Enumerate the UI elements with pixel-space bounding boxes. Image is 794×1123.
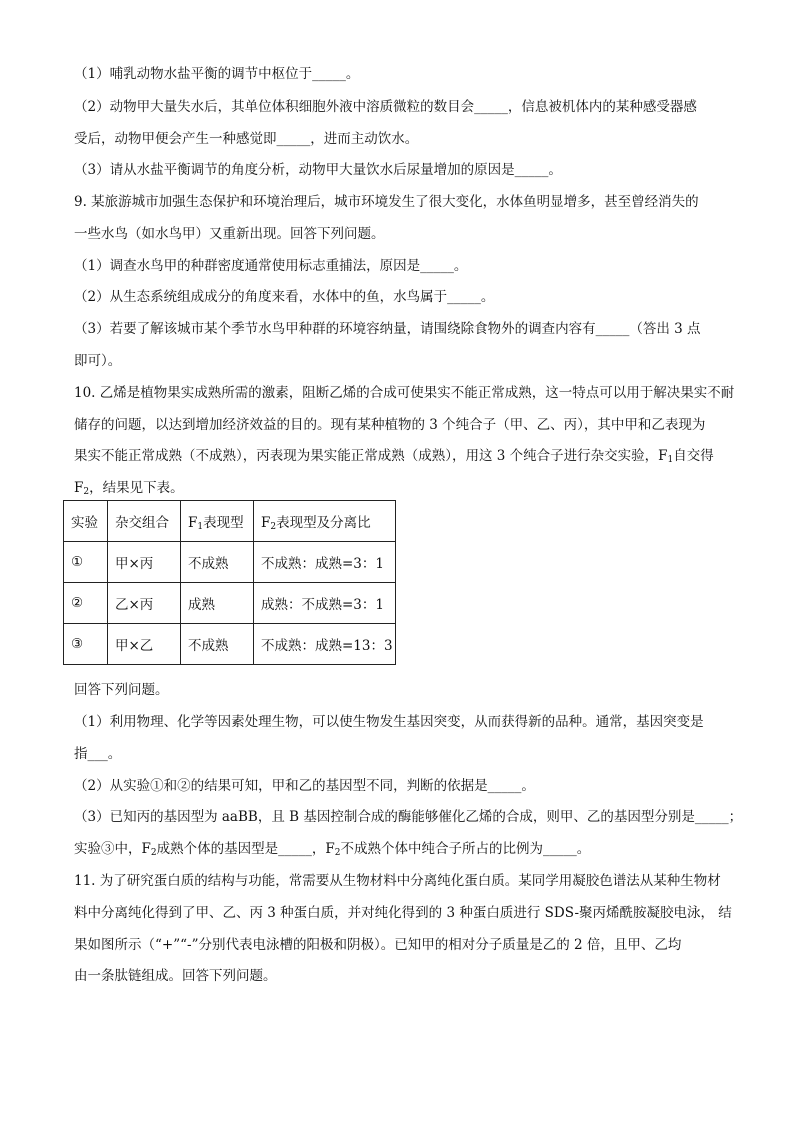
q11-line2: 料中分离纯化得到了甲、乙、丙 3 种蛋白质，并对纯化得到的 3 种蛋白质进行 SDS-聚丙烯酰胺凝胶电泳， 结	[74, 905, 732, 921]
cell-f2: 不成熟：成熟=3：1	[254, 542, 396, 583]
cell-f2: 成熟：不成熟=3：1	[254, 583, 396, 624]
cell-f1: 不成熟	[181, 624, 254, 665]
cell-exp: ③	[64, 624, 108, 665]
q10-stem-line4: $F_2$，结果见下表。	[74, 480, 184, 497]
q10-part1-line1: （1）利用物理、化学等因素处理生物，可以使生物发生基因突变，从而获得新的品种。通常，基因突变是	[74, 714, 704, 730]
q9-part2: （2）从生态系统组成成分的角度来看，水体中的鱼，水鸟属于_____。	[74, 289, 495, 305]
q11-line4: 由一条肽链组成。回答下列问题。	[74, 968, 277, 984]
cell-f1: 不成熟	[181, 542, 254, 583]
cell-cross: 甲×丙	[108, 542, 181, 583]
q10-part1-line2: 指___。	[74, 746, 122, 762]
q8-part3: （3）请从水盐平衡调节的角度分析，动物甲大量饮水后尿量增加的原因是_____。	[74, 162, 562, 178]
q11-line3: 果如图所示（“+”“-”分别代表电泳槽的阳极和阴极）。已知甲的相对分子质量是乙的 2 倍，且甲、乙均	[74, 937, 682, 953]
cell-cross: 甲×乙	[108, 624, 181, 665]
q10-part3-line1: （3）已知丙的基因型为 aaBB，且 B 基因控制合成的酶能够催化乙烯的合成，则甲、乙的基因型分别是_____；	[74, 809, 743, 825]
q9-part3-line1: （3）若要了解该城市某个季节水鸟甲种群的环境容纳量，请围绕除食物外的调查内容有_____（答出 3 点	[74, 321, 701, 337]
header-exp: 实验	[64, 501, 108, 542]
q8-part2-line2: 受后，动物甲便会产生一种感觉即_____，进而主动饮水。	[74, 131, 419, 147]
cell-exp: ②	[64, 583, 108, 624]
header-cross: 杂交组合	[108, 501, 181, 542]
q10-stem-line3: 果实不能正常成熟（不成熟），丙表现为果实能正常成熟（成熟），用这 3 个纯合子进行杂交实验，$F_1$自交得	[74, 448, 714, 465]
header-f2: $F_2$表现型及分离比	[254, 501, 396, 542]
q9-part1: （1）调查水鸟甲的种群密度通常使用标志重捕法，原因是_____。	[74, 258, 468, 274]
cell-f2: 不成熟：成熟=13：3	[254, 624, 396, 665]
cell-cross: 乙×丙	[108, 583, 181, 624]
q11-line1: 11. 为了研究蛋白质的结构与功能，常需要从生物材料中分离纯化蛋白质。某同学用凝胶色谱法从某种生物材	[74, 873, 721, 889]
results-table	[63, 500, 396, 665]
cell-f1: 成熟	[181, 583, 254, 624]
q10-stem-line1: 10. 乙烯是植物果实成熟所需的激素，阻断乙烯的合成可使果实不能正常成熟，这一特点可以用于解决果实不耐	[74, 385, 735, 401]
cell-exp: ①	[64, 542, 108, 583]
q10-part3-line2: 实验③中，$F_2$成熟个体的基因型是_____，$F_2$不成熟个体中纯合子所占的比例为_____。	[74, 841, 591, 858]
table-row	[64, 542, 396, 583]
q10-part2: （2）从实验①和②的结果可知，甲和乙的基因型不同，判断的依据是_____。	[74, 778, 535, 794]
q9-stem-line2: 一些水鸟（如水鸟甲）又重新出现。回答下列问题。	[74, 226, 385, 242]
table-row	[64, 583, 396, 624]
q9-stem-line1: 9. 某旅游城市加强生态保护和环境治理后，城市环境发生了很大变化，水体鱼明显增多，甚至曾经消失的	[74, 194, 699, 210]
header-f1: $F_1$表现型	[181, 501, 254, 542]
table-row	[64, 624, 396, 665]
q8-part2-line1: （2）动物甲大量失水后，其单位体积细胞外液中溶质微粒的数目会_____，信息被机体内的某种感受器感	[74, 99, 697, 115]
q10-answer-prompt: 回答下列问题。	[74, 682, 169, 698]
q9-part3-line2: 即可）。	[74, 353, 122, 369]
q8-part1: （1）哺乳动物水盐平衡的调节中枢位于_____。	[74, 66, 360, 82]
q10-stem-line2: 储存的问题，以达到增加经济效益的目的。现有某种植物的 3 个纯合子（甲、乙、丙），其中甲和乙表现为	[74, 417, 706, 433]
table-header-row	[64, 501, 396, 542]
